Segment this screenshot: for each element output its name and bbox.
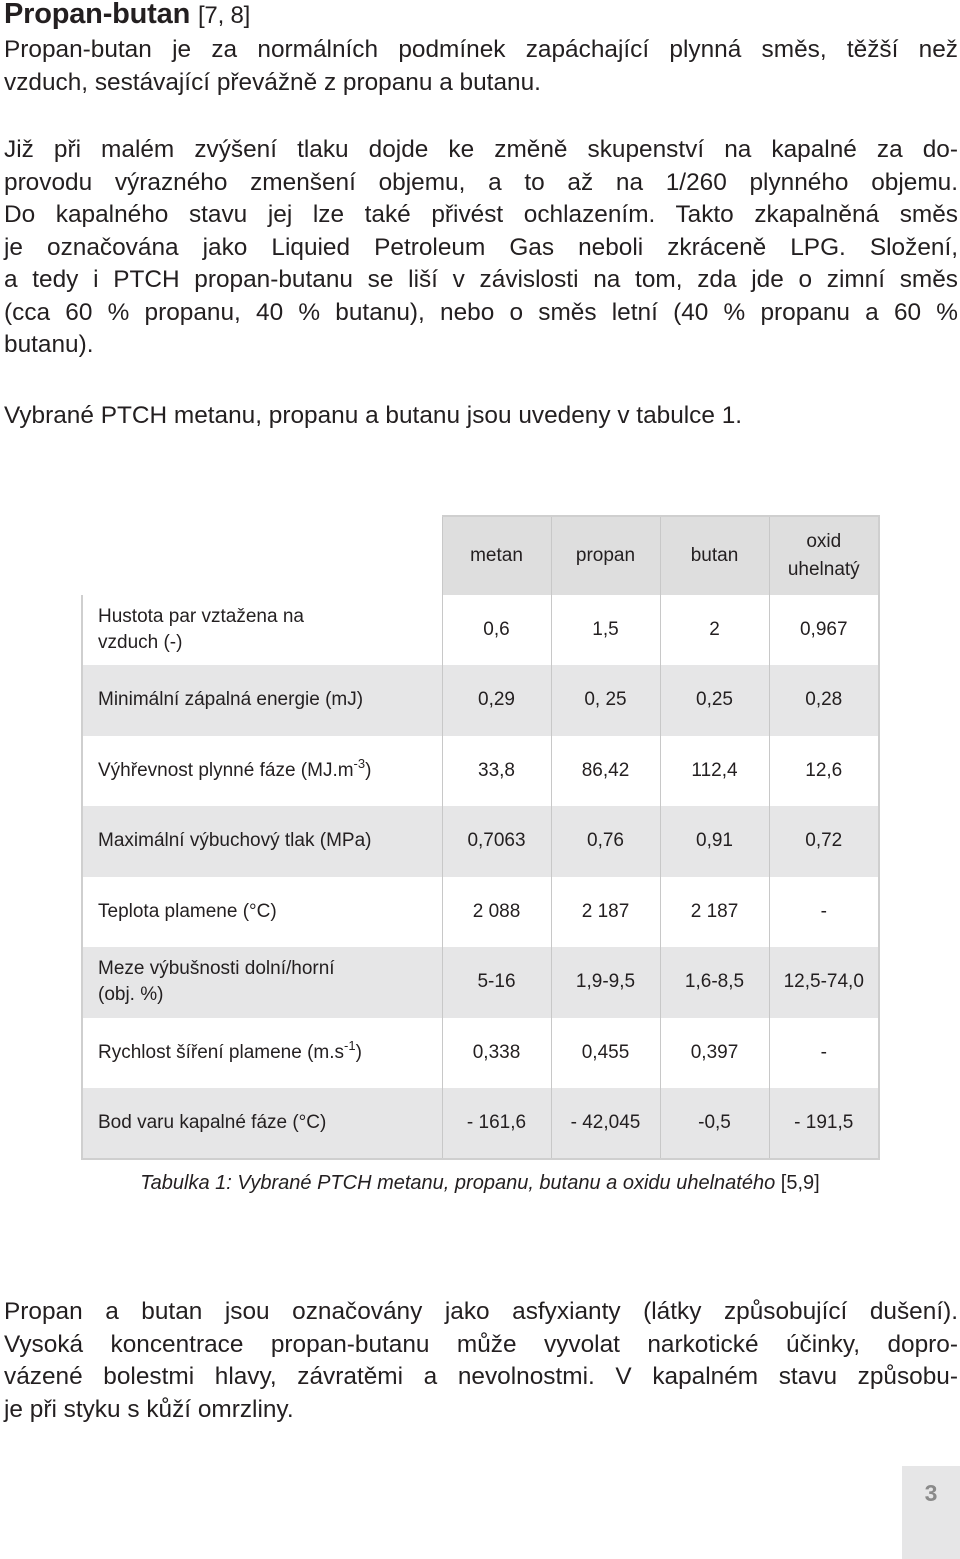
table-cell: - 161,6 (442, 1088, 551, 1159)
table-row (82, 877, 879, 948)
table-cell: 1,6-8,5 (660, 947, 769, 1018)
row-label (82, 1018, 442, 1089)
text-line: vázené bolestmi hlavy, závratěmi a nevolnostmi. V kapalném stavu způsobu- (4, 1363, 958, 1390)
table-cell: 112,4 (660, 736, 769, 807)
paragraph-health-effects (4, 1296, 958, 1426)
header-blank-cell (82, 516, 442, 595)
text-line: provodu výrazného zmenšení objemu, a to až na 1/260 plynného objemu. (4, 168, 958, 196)
row-label (82, 595, 442, 665)
table-cell: 2 (660, 595, 769, 665)
table-caption (0, 1172, 960, 1195)
table-cell: 0,25 (660, 665, 769, 736)
text-line: Do kapalného stavu jej lze také přivést ochlazením. Takto zkapalněná směs (4, 201, 958, 228)
table-cell: 5-16 (442, 947, 551, 1018)
table-cell: 0,7063 (442, 806, 551, 877)
table-cell: 0,6 (442, 595, 551, 665)
label-line: Meze výbušnosti dolní/horní (98, 958, 335, 980)
caption-reference: [5,9] (780, 1172, 820, 1194)
header-line: uhelnatý (787, 559, 860, 580)
table-row (82, 806, 879, 877)
table-cell: 0,397 (660, 1018, 769, 1089)
table-row (82, 947, 879, 1018)
table-cell: 0,338 (442, 1018, 551, 1089)
row-label (82, 736, 442, 807)
header-line: oxid (806, 531, 842, 552)
label-line: vzduch (-) (98, 632, 183, 653)
heading-reference: [7, 8] (197, 2, 251, 29)
header-oxid-uhelnaty (769, 516, 879, 595)
caption-text: Tabulka 1: Vybrané PTCH metanu, propanu, butanu a oxidu uhelnatého (140, 1172, 776, 1194)
section-heading (4, 0, 250, 31)
page-number: 3 (924, 1480, 938, 1506)
table-header-row (82, 516, 879, 595)
table-cell: 2 187 (660, 877, 769, 948)
text-line: Již při malém zvýšení tlaku dojde ke změně skupenství na kapalné za do- (4, 136, 958, 163)
text-line: (cca 60 % propanu, 40 % butanu), nebo o směs letní (40 % propanu a 60 % (4, 298, 958, 326)
page-number-tab (902, 1466, 960, 1559)
table-row (82, 665, 879, 736)
table-cell: - 42,045 (551, 1088, 660, 1159)
table-cell: 0,28 (769, 665, 879, 736)
label-text: Výhřevnost plynné fáze (MJ.m (98, 759, 354, 781)
label-line: Hustota par vztažena na (98, 606, 304, 627)
properties-table (81, 515, 880, 1160)
table-cell: - 191,5 (769, 1088, 879, 1159)
table-row (82, 595, 879, 665)
header-butan: butan (660, 516, 769, 595)
table-cell: 0,967 (769, 595, 879, 665)
label-text: ) (355, 1041, 362, 1063)
table-cell: 0,76 (551, 806, 660, 877)
header-metan: metan (442, 516, 551, 595)
text-line: Vybrané PTCH metanu, propanu a butanu jsou uvedeny v tabulce 1. (4, 402, 743, 429)
text-line: Vysoká koncentrace propan-butanu může vyvolat narkotické účinky, dopro- (4, 1330, 958, 1358)
table-cell: - (769, 1018, 879, 1089)
heading-title: Propan-butan (4, 0, 191, 30)
header-propan: propan (551, 516, 660, 595)
table-cell: 1,5 (551, 595, 660, 665)
table-cell: 2 088 (442, 877, 551, 948)
paragraph-liquefaction (4, 134, 958, 362)
text-line: je při styku s kůží omrzliny. (4, 1395, 294, 1423)
table-cell: 0,29 (442, 665, 551, 736)
table-cell: - (769, 877, 879, 948)
row-label: Teplota plamene (°C) (82, 877, 442, 948)
table-row (82, 1088, 879, 1159)
table-cell: 86,42 (551, 736, 660, 807)
paragraph-intro (4, 34, 958, 99)
table-cell: 0, 25 (551, 665, 660, 736)
row-label: Bod varu kapalné fáze (°C) (82, 1088, 442, 1159)
label-text: Rychlost šíření plamene (m.s (98, 1041, 345, 1063)
row-label: Maximální výbuchový tlak (MPa) (82, 806, 442, 877)
row-label (82, 947, 442, 1018)
label-text: ) (365, 759, 372, 781)
text-line: butanu). (4, 331, 94, 358)
text-line: Propan a butan jsou označovány jako asfyxianty (látky způsobující dušení). (4, 1298, 958, 1325)
text-line: vzduch, sestávající převážně z propanu a butanu. (4, 68, 541, 96)
table-cell: 0,455 (551, 1018, 660, 1089)
label-line: (obj. %) (98, 984, 164, 1006)
label-superscript: -3 (353, 755, 366, 771)
table-cell: 12,5-74,0 (769, 947, 879, 1018)
label-superscript: -1 (344, 1037, 356, 1053)
table-cell: 0,72 (769, 806, 879, 877)
table-row (82, 1018, 879, 1089)
table-cell: 33,8 (442, 736, 551, 807)
text-line: je označována jako Liquied Petroleum Gas neboli zkráceně LPG. Složení, (4, 233, 958, 261)
table-cell: 1,9-9,5 (551, 947, 660, 1018)
text-line: a tedy i PTCH propan-butanu se liší v závislosti na tom, zda jde o zimní směs (4, 266, 958, 293)
table-cell: 2 187 (551, 877, 660, 948)
table-row (82, 736, 879, 807)
row-label: Minimální zápalná energie (mJ) (82, 665, 442, 736)
paragraph-table-reference (4, 400, 958, 433)
table-cell: -0,5 (660, 1088, 769, 1159)
table-cell: 0,91 (660, 806, 769, 877)
table-cell: 12,6 (769, 736, 879, 807)
text-line: Propan-butan je za normálních podmínek zapáchající plynná směs, těžší než (4, 36, 958, 63)
